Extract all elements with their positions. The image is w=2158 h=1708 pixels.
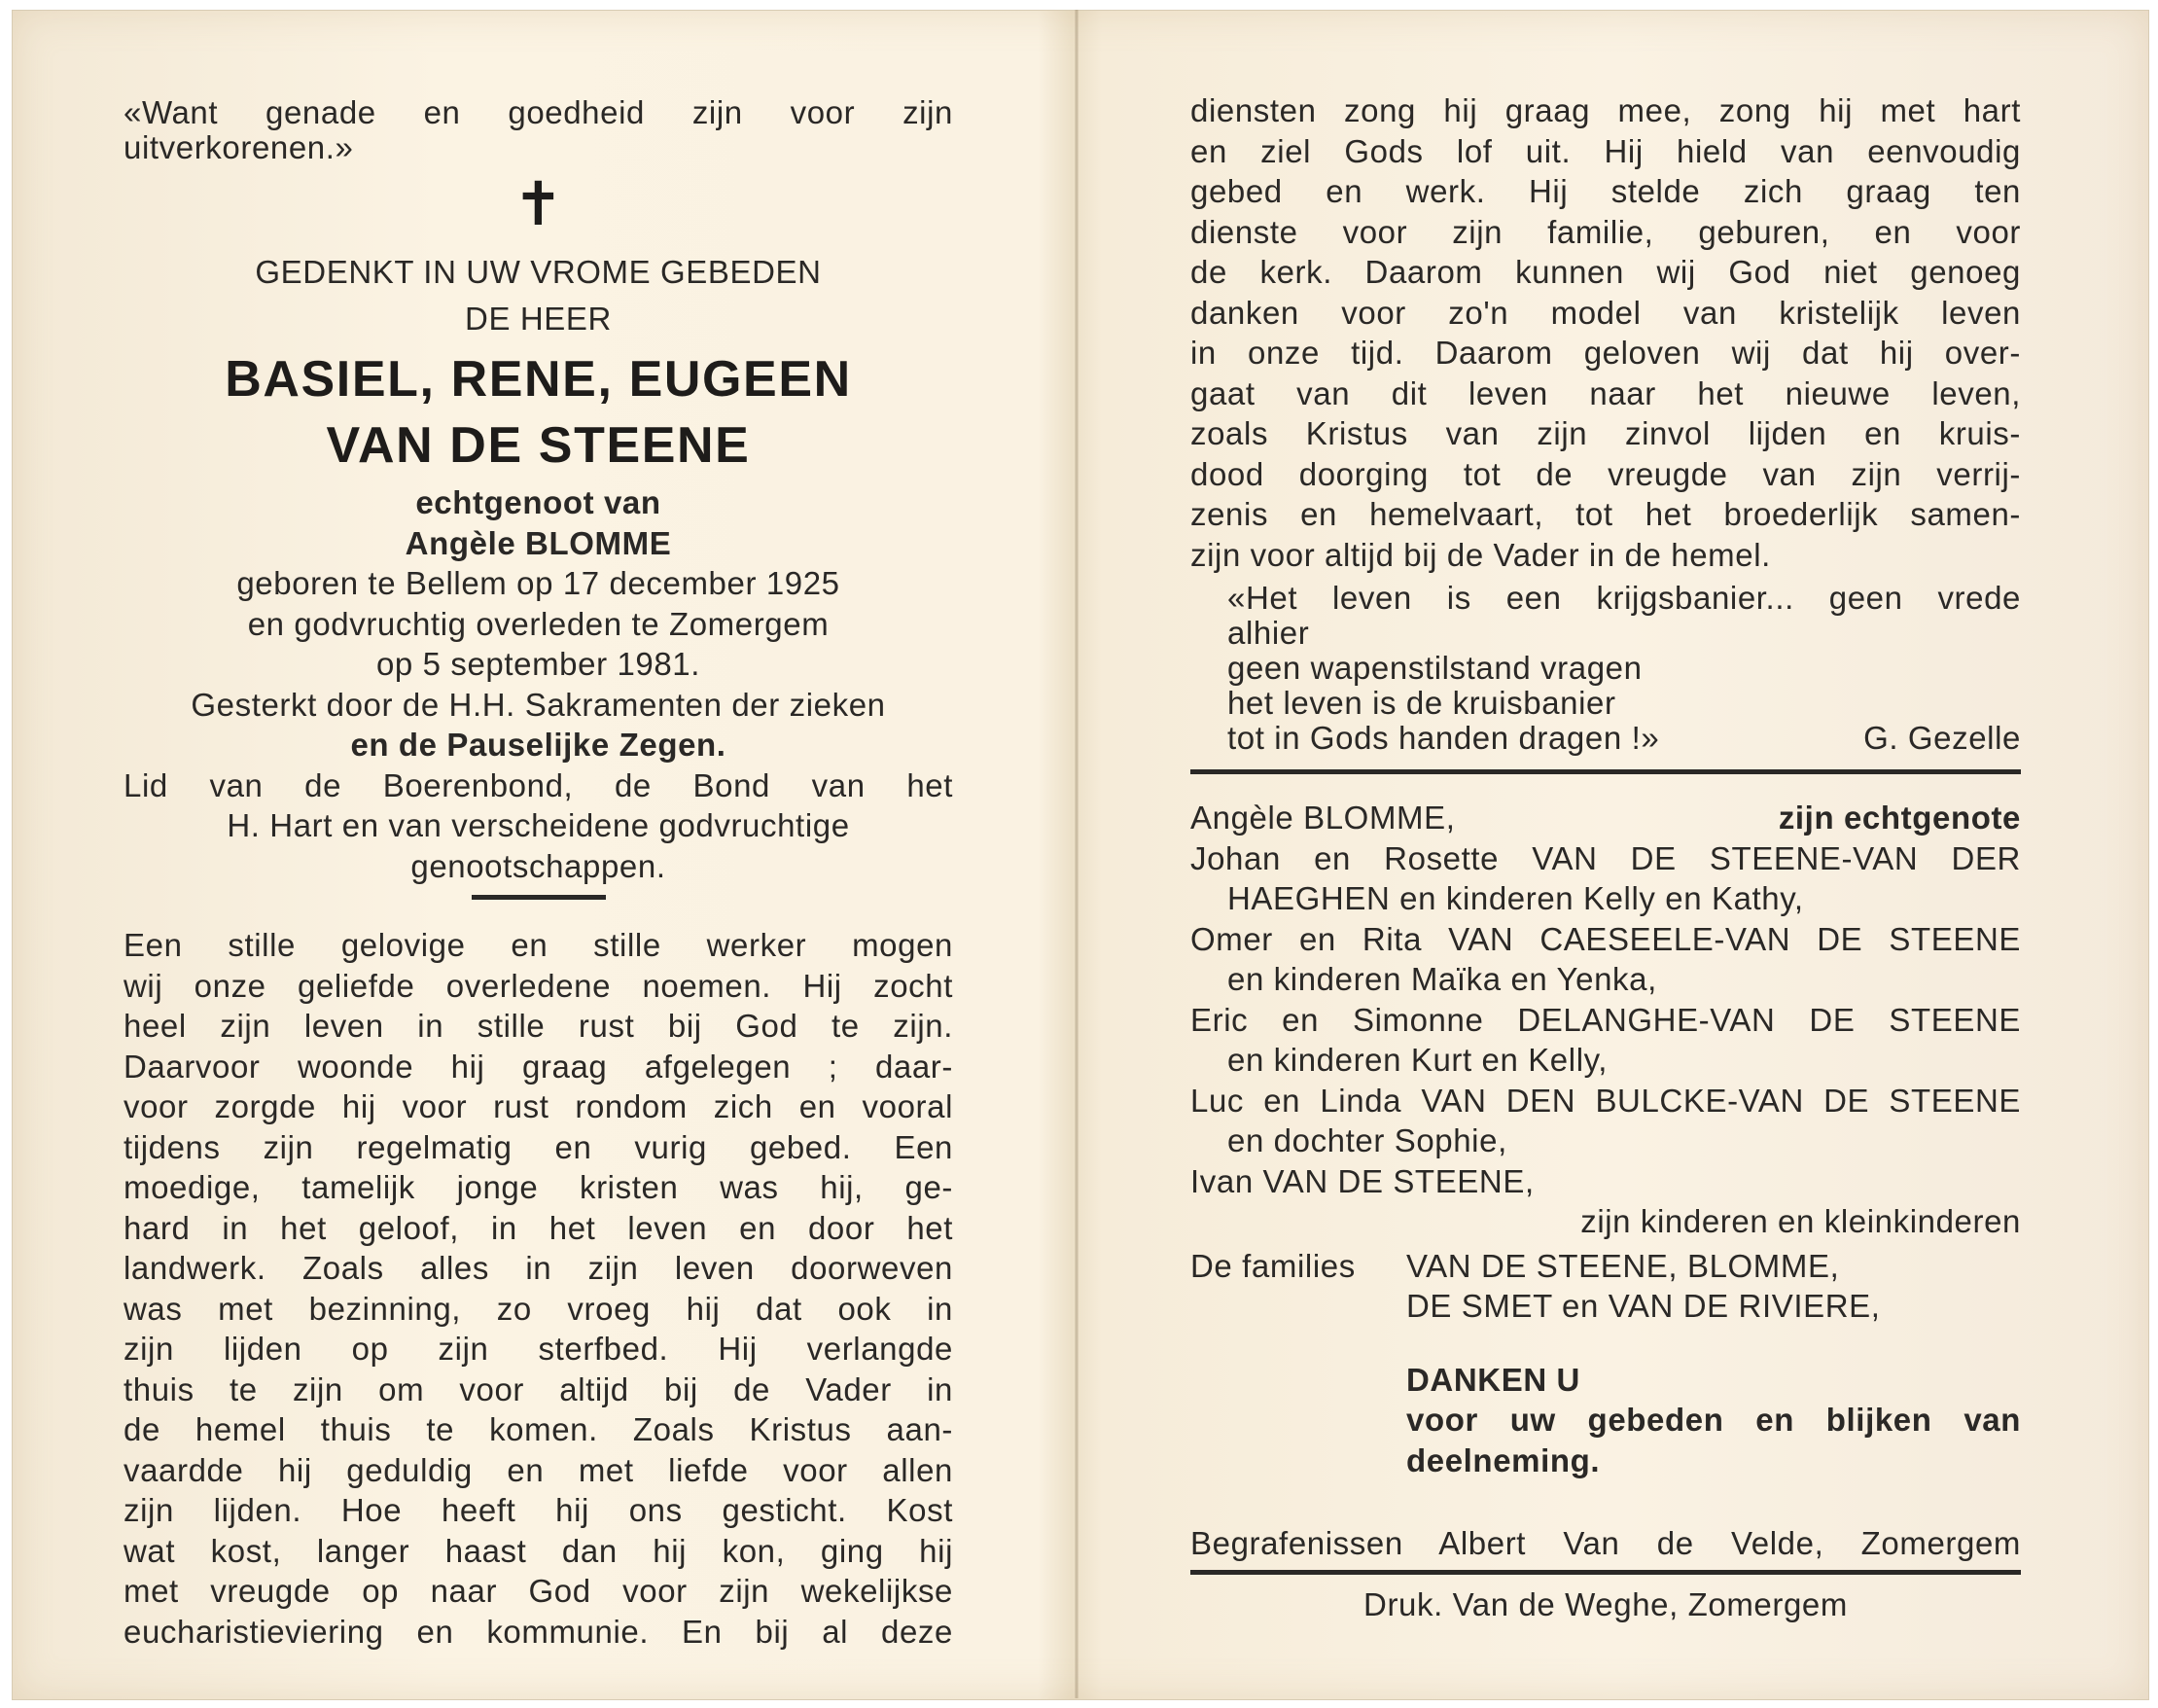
body-line: met vreugde op naar God voor zijn wekelijkse [124,1573,953,1609]
poem-line: het leven is de kruisbanier [1227,685,1616,721]
memberships [124,765,953,887]
obituary-text [124,925,953,1652]
intro-line: DE HEER [465,301,612,337]
body-line: zijn lijden. Hoe heeft hij ons gesticht. Kost [124,1492,953,1528]
sacrament-line: Gesterkt door de H.H. Sakramenten der zieken [191,686,886,723]
body-line: moedige, tamelijk jonge kristen was hij, ge- [124,1169,953,1205]
card-fold [1075,10,1079,1698]
body-line: zenis en hemelvaart, tot het broederlijk samen- [1190,496,2021,532]
body-line: zijn voor altijd bij de Vader in de hemel. [1190,536,1771,573]
spouse-row [1190,798,2021,838]
quote-line: «Want genade en goedheid zijn voor zijn [124,94,953,130]
divider [1190,1570,2021,1575]
families-label: De families [1190,1247,1356,1284]
birth-death [124,563,953,685]
spouse-info [124,482,953,563]
families-names: VAN DE STEENE, BLOMME, [1406,1247,1840,1284]
right-page [1190,90,2021,1624]
cross-icon: ✝ [513,171,564,238]
thanks-line: voor uw gebeden en blijken van [1406,1402,2021,1438]
family-line: Eric en Simonne DELANGHE-VAN DE STEENE [1190,1001,2021,1038]
body-line: Daarvoor woonde hij graag afgelegen ; daar- [124,1048,953,1085]
divider [1190,769,2021,774]
body-line: gaat van dit leven naar het nieuwe leven, [1190,374,2021,411]
families-row [1190,1246,2021,1287]
body-line: thuis te zijn om voor altijd bij de Vader in [124,1370,953,1407]
spouse-name: Angèle BLOMME, [1190,800,1456,836]
family-line: Luc en Linda VAN DEN BULCKE-VAN DE STEENE [1190,1082,2021,1119]
body-line: landwerk. Zoals alles in zijn leven doorweven [124,1250,953,1286]
deceased-name [124,346,953,479]
poem-author: G. Gezelle [1863,720,2021,756]
opening-quote [124,92,953,167]
spouse-line: echtgenoot van [415,484,661,520]
member-line: genootschappen. [410,847,666,884]
name-line: VAN DE STEENE [326,417,751,474]
body-line: hard in het geloof, in het leven en door het [124,1209,953,1246]
body-line: en ziel Gods lof uit. Hij hield van eenvoudig [1190,132,2021,169]
undertaker: Begrafenissen Albert Van de Velde, Zomergem [1190,1525,2021,1561]
spouse-line: Angèle BLOMME [405,524,672,561]
name-line: BASIEL, RENE, EUGEEN [225,351,852,408]
divider [472,895,606,900]
body-line: wij onze geliefde overledene noemen. Hij zocht [124,967,953,1004]
sacrament-line: en de Pauselijke Zegen. [350,727,726,763]
birth-line: en godvruchtig overleden te Zomergem [247,605,830,642]
body-line: wat kost, langer haast dan hij kon, ging hij [124,1532,953,1569]
body-line: voor zorgde hij voor rust rondom zich en vooral [124,1088,953,1124]
family-line: Omer en Rita VAN CAESEELE-VAN DE STEENE [1190,920,2021,957]
member-line: Lid van de Boerenbond, de Bond van het [124,766,953,803]
body-line: dienste voor zijn familie, geburen, en voor [1190,213,2021,250]
printer: Druk. Van de Weghe, Zomergem [1363,1585,1848,1622]
body-line: in onze tijd. Daarom geloven wij dat hij over- [1190,335,2021,371]
children-role: zijn kinderen en kleinkinderen [1580,1203,2021,1239]
body-line: eucharistieviering en kommunie. En bij al deze [124,1613,953,1650]
sacraments [124,685,953,765]
body-line: de kerk. Daarom kunnen wij God niet genoeg [1190,254,2021,290]
family-line: en dochter Sophie, [1227,1122,1507,1158]
birth-line: geboren te Bellem op 17 december 1925 [236,565,840,601]
poem [1227,581,2021,756]
body-line: tijdens zijn regelmatig en vurig gebed. Een [124,1128,953,1165]
families-names: DE SMET en VAN DE RIVIERE, [1406,1288,1881,1324]
family-line: Ivan VAN DE STEENE, [1190,1162,1535,1199]
family-line: Johan en Rosette VAN DE STEENE-VAN DER [1190,839,2021,876]
body-line: zijn lijden op zijn sterfbed. Hij verlangde [124,1331,953,1367]
body-line: de hemel thuis te komen. Zoals Kristus aan- [124,1411,953,1447]
thanks-line: deelneming. [1406,1441,1601,1478]
member-line: H. Hart en van verscheidene godvruchtige [227,807,850,843]
spouse-role: zijn echtgenote [1778,800,2021,836]
body-line: diensten zong hij graag mee, zong hij met hart [1190,92,2021,128]
thanks [1190,1360,2021,1481]
body-line: heel zijn leven in stille rust bij God te zijn. [124,1008,953,1044]
quote-line: uitverkorenen.» [124,128,354,165]
family-line: en kinderen Maïka en Yenka, [1227,961,1657,997]
poem-line: tot in Gods handen dragen !» [1227,720,1660,756]
body-line: Een stille gelovige en stille werker mogen [124,927,953,963]
family-line: en kinderen Kurt en Kelly, [1227,1042,1609,1078]
poem-last-row [1227,721,2021,756]
body-line: dood doorging tot de vreugde van zijn verrij- [1190,455,2021,492]
body-line: was met bezinning, zo vroeg hij dat ook in [124,1290,953,1327]
obituary-text-continued [1190,90,2021,575]
left-page [124,92,953,1652]
intro-line: GEDENKT IN UW VROME GEBEDEN [255,254,822,290]
body-line: vaardde hij geduldig en met liefde voor allen [124,1451,953,1488]
birth-line: op 5 september 1981. [375,646,701,682]
poem-line: geen wapenstilstand vragen [1227,650,1643,686]
poem-line: «Het leven is een krijgsbanier... geen vrede [1227,580,2021,616]
body-line: danken voor zo'n model van kristelijk leven [1190,294,2021,331]
intro [124,249,953,342]
family-line: HAEGHEN en kinderen Kelly en Kathy, [1227,880,1804,916]
body-line: zoals Kristus van zijn zinvol lijden en kruis- [1190,415,2021,451]
family-list [1190,798,2021,1327]
thanks-line: DANKEN U [1406,1361,1580,1398]
body-line: gebed en werk. Hij stelde zich graag ten [1190,173,2021,209]
poem-line: alhier [1227,615,1310,651]
